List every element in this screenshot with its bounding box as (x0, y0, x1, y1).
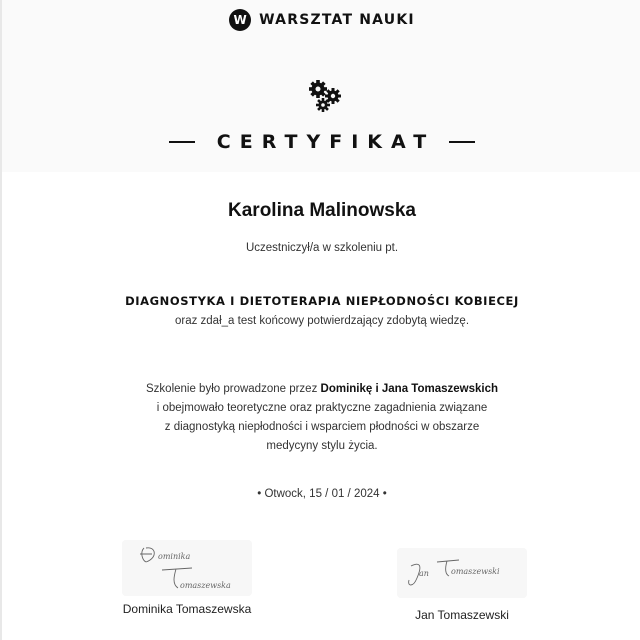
svg-text:ominika: ominika (158, 552, 191, 561)
signature-image-dominika (122, 540, 252, 596)
description-prefix: Szkolenie było prowadzone przez (146, 383, 321, 395)
course-title: DIAGNOSTYKA I DIETOTERAPIA NIEPŁODNOŚCI KOBIECEJ (125, 294, 519, 308)
brand-name: WARSZTAT NAUKI (259, 12, 415, 28)
place-and-date: • Otwock, 15 / 01 / 2024 • (257, 488, 387, 500)
svg-text:omaszewska: omaszewska (180, 581, 231, 590)
description-line-4: medycyny stylu życia. (266, 440, 378, 452)
signature-image-jan (397, 548, 527, 598)
certificate-title: CERTYFIKAT (216, 131, 436, 153)
description-line-3: z diagnostyką niepłodności i wsparciem płodności w obszarze (164, 421, 480, 433)
certificate-title-row (2, 131, 640, 153)
signer-name-jan: Jan Tomaszewski (415, 608, 509, 622)
brand-logo-letter: W (233, 13, 247, 27)
brand-logo-icon (229, 9, 251, 31)
svg-text:omaszewski: omaszewski (451, 567, 500, 576)
title-dash-right (449, 141, 475, 143)
instructors-names: Dominikę i Jana Tomaszewskich (320, 383, 498, 395)
signature-block-dominika (112, 540, 262, 616)
signature-block-jan (387, 548, 537, 622)
signer-name-dominika: Dominika Tomaszewska (122, 602, 252, 616)
gears-icon (307, 79, 343, 113)
title-dash-left (169, 141, 195, 143)
description-line-1 (2, 380, 640, 399)
description-line-2: i obejmowało teoretyczne oraz praktyczne zagadnienia związane (156, 402, 488, 414)
course-description (2, 380, 640, 456)
recipient-name: Karolina Malinowska (228, 200, 416, 221)
svg-text:an: an (419, 569, 429, 578)
participation-text: Uczestniczył/a w szkoleniu pt. (245, 242, 399, 254)
passed-text: oraz zdał_a test końcowy potwierdzający zdobytą wiedzę. (174, 315, 470, 327)
brand-header (2, 9, 640, 31)
